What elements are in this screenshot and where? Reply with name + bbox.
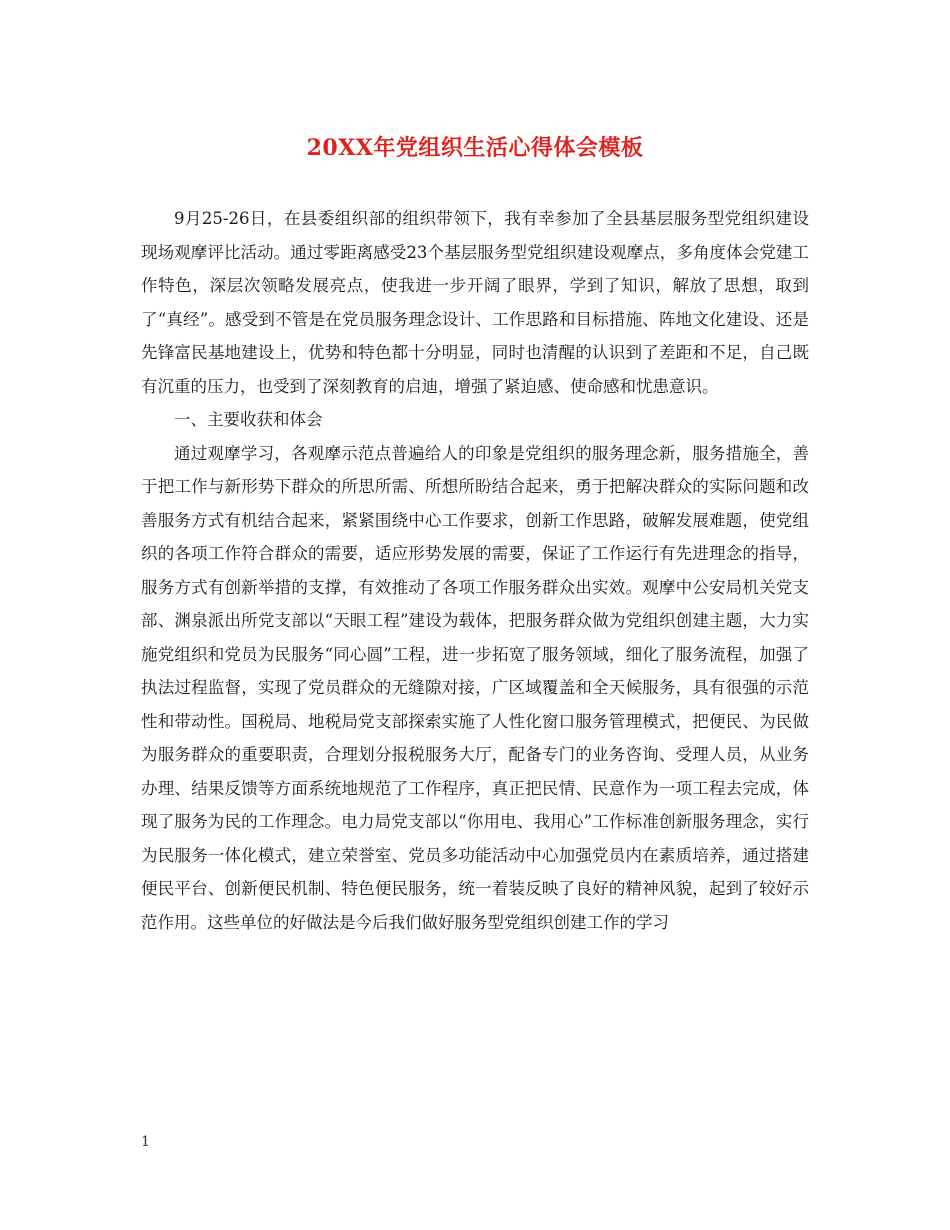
- page-title: 20XX年党组织生活心得体会模板: [306, 135, 644, 161]
- document-body: [141, 202, 809, 939]
- page-number: 1: [141, 1134, 150, 1150]
- section-heading: 一、主要收获和体会: [174, 410, 323, 429]
- body-paragraph: 通过观摩学习，各观摩示范点普遍给人的印象是党组织的服务理念新，服务措施全，善于把工作与新形势下群众的所思所需、所想所盼结合起来，勇于把解决群众的实际问题和改善服务方式有机结合起来，紧紧围绕中心工作要求，创新工作思路，破解发展难题，使党组织的各项工作符合群众的需要，适应形势发展的需要，保证了工作运行有先进理念的指导，服务方式有创新举措的支撑，有效推动了各项工作服务群众出实效。观摩中公安局机关党支部、渊泉派出所党支部以“天眼工程”建设为载体，把服务群众做为党组织创建主题，大力实施党组织和党员为民服务“同心圆”工程，进一步拓宽了服务领域，细化了服务流程，加强了执法过程监督，实现了党员群众的无缝隙对接，广区域覆盖和全天候服务，具有很强的示范性和带动性。国税局、地税局党支部探索实施了人性化窗口服务管理模式，把便民、为民做为服务群众的重要职责，合理划分报税服务大厅，配备专门的业务咨询、受理人员，从业务办理、结果反馈等方面系统地规范了工作程序，真正把民情、民意作为一项工程去完成，体现了服务为民的工作理念。电力局党支部以“你用电、我用心”工作标准创新服务理念，实行为民服务一体化模式，建立荣誉室、党员多功能活动中心加强党员内在素质培养，通过搭建便民平台、创新便民机制、特色便民服务，统一着装反映了良好的精神风貌，起到了较好示范作用。这些单位的好做法是今后我们做好服务型党组织创建工作的学习: [141, 443, 809, 932]
- intro-paragraph: 9月25-26日，在县委组织部的组织带领下，我有幸参加了全县基层服务型党组织建设现场观摩评比活动。通过零距离感受23个基层服务型党组织建设观摩点，多角度体会党建工作特色，深层次领略发展亮点，使我进一步开阔了眼界，学到了知识，解放了思想，取到了“真经”。感受到不管是在党员服务理念设计、工作思路和目标措施、阵地文化建设、还是先锋富民基地建设上，优势和特色都十分明显，同时也清醒的认识到了差距和不足，自己既有沉重的压力，也受到了深刻教育的启迪，增强了紧迫感、使命感和忧患意识。: [141, 209, 809, 396]
